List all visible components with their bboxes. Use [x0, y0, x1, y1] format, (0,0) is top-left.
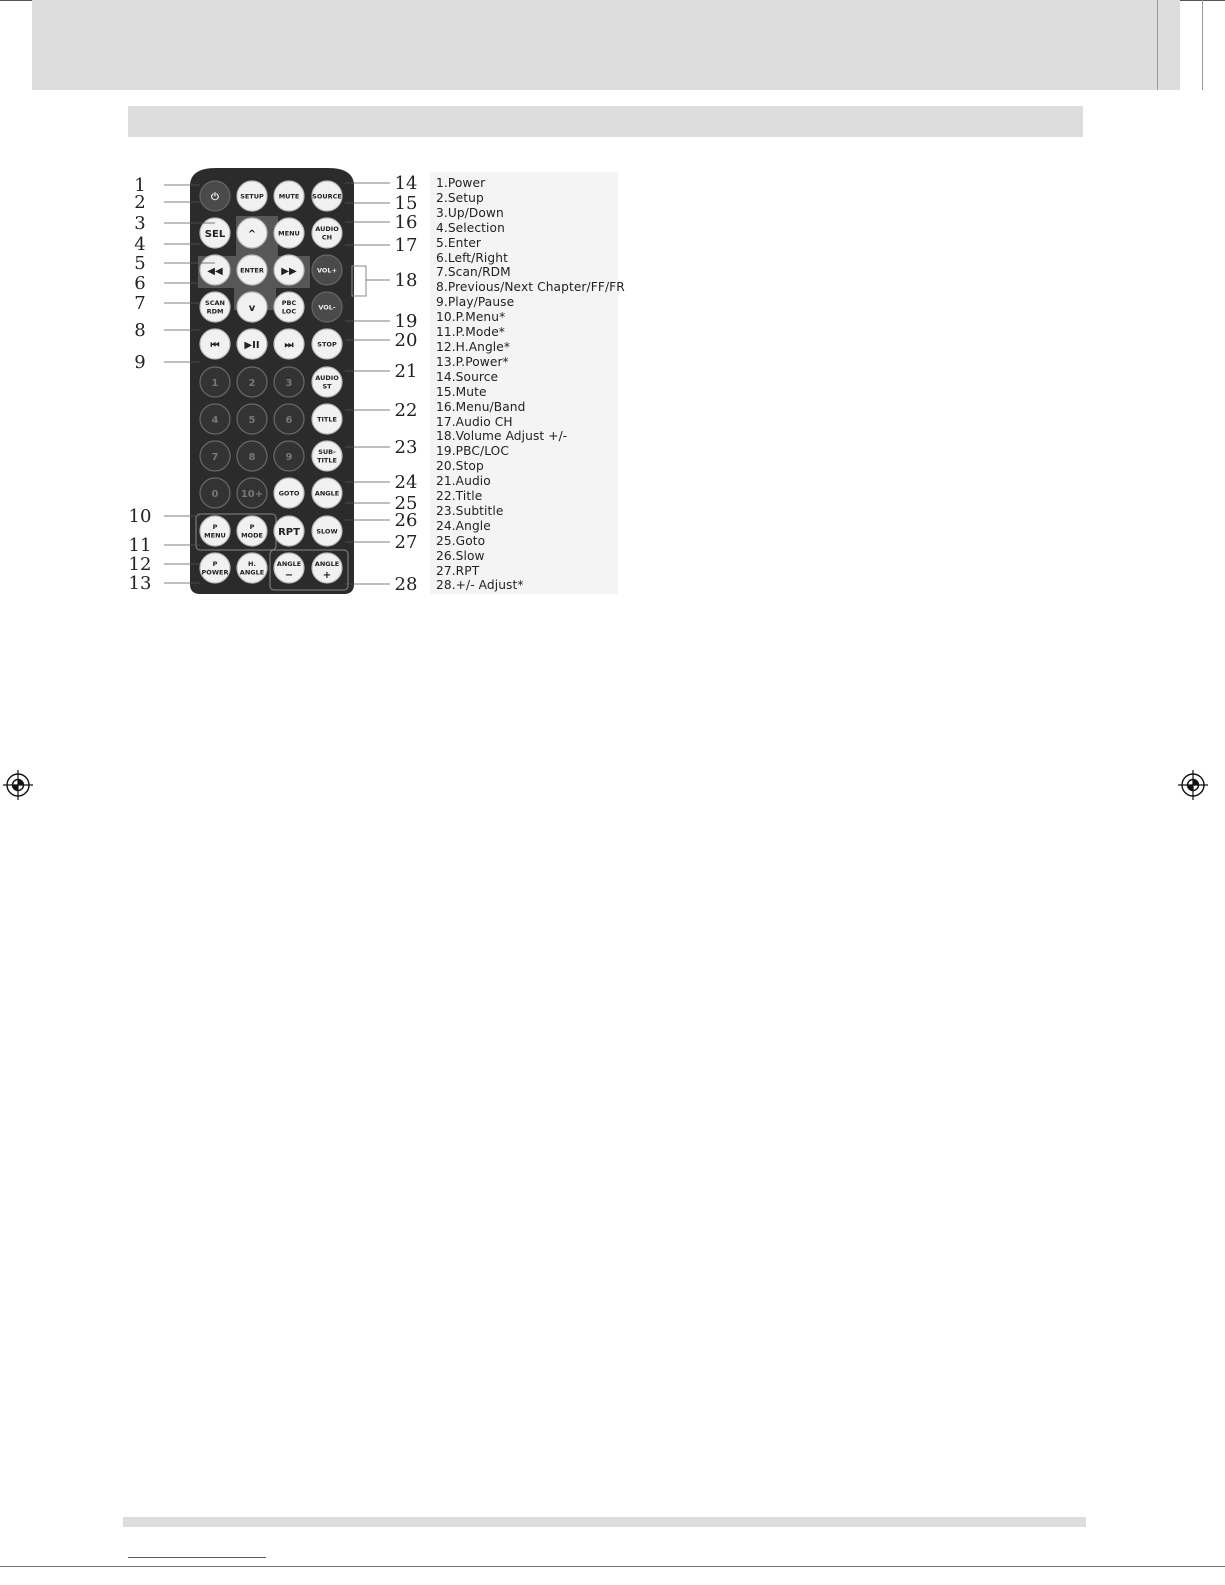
callout-number: 9 [134, 352, 146, 373]
down-label: v [248, 303, 256, 314]
enter-button[interactable] [237, 255, 267, 285]
crosshair-registration-icon [2, 769, 34, 801]
num-3-button[interactable] [274, 367, 304, 397]
callout-number: 5 [134, 253, 146, 274]
legend-item: 23.Subtitle [436, 503, 504, 518]
callout-number: 12 [128, 554, 152, 575]
callout-number: 28 [394, 574, 418, 595]
enter-label: ENTER [240, 266, 264, 275]
p-mode-button[interactable] [237, 516, 267, 546]
next-button[interactable] [274, 329, 304, 359]
callout-number: 13 [128, 573, 152, 594]
legend-item: 28.+/- Adjust* [436, 578, 524, 593]
source-button[interactable] [312, 181, 342, 211]
num-10plus-button[interactable] [237, 478, 267, 508]
vol-minus-button[interactable] [312, 292, 342, 322]
up-label: ^ [247, 229, 257, 240]
callout-number: 2 [134, 192, 146, 213]
callout-number: 18 [394, 270, 418, 291]
num-1-button[interactable] [200, 367, 230, 397]
power-label: ⏻ [211, 192, 219, 203]
play-pause-label: ▶II [244, 340, 260, 351]
callout-number: 26 [394, 510, 418, 531]
pbc-loc-button[interactable] [274, 292, 304, 322]
power-button[interactable] [200, 181, 230, 211]
legend-item: 17.Audio CH [436, 414, 513, 429]
subtitle-label: SUB- [318, 448, 336, 456]
audio-st-sublabel: ST [322, 382, 332, 391]
legend-item: 15.Mute [436, 384, 487, 399]
num-7-label: 7 [211, 452, 219, 463]
p-power-button[interactable] [200, 553, 230, 583]
setup-label: SETUP [240, 192, 264, 201]
num-5-label: 5 [248, 415, 256, 426]
rpt-label: RPT [278, 527, 300, 538]
vol-plus-label: VOL+ [316, 266, 338, 275]
h-angle-label: H. [248, 560, 256, 568]
slow-label: SLOW [316, 527, 338, 536]
left-button[interactable] [200, 255, 230, 285]
mute-button[interactable] [274, 181, 304, 211]
header-tick-mark [1157, 0, 1158, 90]
legend-item: 4.Selection [436, 220, 505, 235]
goto-label: GOTO [278, 489, 300, 498]
prev-label: ⏮ [210, 340, 220, 351]
num-7-button[interactable] [200, 441, 230, 471]
legend-item: 10.P.Menu* [436, 310, 506, 325]
right-label: ▶▶ [281, 266, 297, 277]
num-8-label: 8 [248, 452, 256, 463]
legend-item: 19.PBC/LOC [436, 444, 509, 459]
legend-item: 8.Previous/Next Chapter/FF/FR [436, 280, 625, 295]
callout-number: 7 [134, 293, 146, 314]
legend-item: 1.Power [436, 176, 486, 190]
menu-button[interactable] [274, 218, 304, 248]
footer-link-underline [128, 1557, 266, 1558]
legend-item: 14.Source [436, 369, 499, 384]
num-10plus-label: 10+ [240, 489, 264, 500]
num-2-button[interactable] [237, 367, 267, 397]
legend-item: 11.P.Mode* [436, 325, 506, 340]
num-0-button[interactable] [200, 478, 230, 508]
legend-item: 25.Goto [436, 533, 486, 548]
callout-number: 6 [134, 273, 146, 294]
volume-bracket [352, 266, 366, 296]
right-button[interactable] [274, 255, 304, 285]
legend-item: 21.Audio [436, 474, 491, 489]
p-mode-label: P [249, 523, 255, 531]
num-2-label: 2 [248, 378, 256, 389]
title-label: TITLE [317, 415, 337, 424]
angle-plus-sublabel: + [322, 570, 332, 581]
legend-item: 26.Slow [436, 548, 485, 563]
callout-number: 10 [128, 506, 152, 527]
scan-rdm-button[interactable] [200, 292, 230, 322]
legend-item: 16.Menu/Band [436, 399, 526, 414]
rpt-button[interactable] [274, 516, 304, 546]
stop-label: STOP [317, 340, 337, 349]
title-button[interactable] [312, 404, 342, 434]
num-9-label: 9 [285, 452, 293, 463]
callout-number: 20 [394, 330, 418, 351]
menu-label: MENU [278, 229, 300, 238]
vol-plus-button[interactable] [312, 255, 342, 285]
next-label: ⏭ [284, 340, 294, 351]
callout-number: 14 [394, 173, 418, 194]
legend-item: 3.Up/Down [436, 205, 504, 220]
subtitle-button[interactable] [312, 441, 342, 471]
callout-number: 21 [394, 361, 418, 382]
legend-item: 27.RPT [436, 563, 480, 578]
setup-button[interactable] [237, 181, 267, 211]
remote-control-diagram [120, 160, 430, 600]
angle-button[interactable] [312, 478, 342, 508]
callout-number: 8 [134, 320, 146, 341]
num-0-label: 0 [211, 489, 219, 500]
pbc-loc-label: PBC [281, 299, 297, 307]
goto-button[interactable] [274, 478, 304, 508]
angle-plus-label: ANGLE [314, 560, 340, 568]
audio-ch-button[interactable] [312, 218, 342, 248]
source-label: SOURCE [312, 192, 342, 201]
num-9-button[interactable] [274, 441, 304, 471]
angle-minus-button[interactable] [274, 553, 304, 583]
callout-number: 19 [394, 311, 418, 332]
legend-item: 18.Volume Adjust +/- [436, 429, 568, 444]
num-4-button[interactable] [200, 404, 230, 434]
callout-number: 22 [394, 400, 418, 421]
callout-number: 3 [134, 213, 146, 234]
footer-band [123, 1517, 1086, 1527]
p-mode-sublabel: MODE [241, 531, 263, 540]
header-band [32, 0, 1180, 90]
scan-rdm-sublabel: RDM [206, 307, 224, 316]
legend-item: 6.Left/Right [436, 250, 508, 265]
up-button[interactable] [237, 218, 267, 248]
num-8-button[interactable] [237, 441, 267, 471]
vol-minus-label: VOL- [318, 303, 336, 312]
num-3-label: 3 [285, 378, 293, 389]
p-power-sublabel: POWER [201, 568, 229, 577]
down-button[interactable] [237, 292, 267, 322]
bottom-rule [0, 1566, 1225, 1567]
p-menu-sublabel: MENU [204, 531, 226, 540]
legend-item: 2.Setup [436, 190, 484, 205]
audio-st-button[interactable] [312, 367, 342, 397]
button-legend-list [436, 176, 625, 593]
angle-minus-sublabel: − [284, 570, 294, 581]
slow-button[interactable] [312, 516, 342, 546]
num-6-button[interactable] [274, 404, 304, 434]
left-label: ◀◀ [207, 266, 223, 277]
callout-number: 15 [394, 193, 418, 214]
callout-number: 24 [394, 472, 418, 493]
header-tick-mark-right [1202, 0, 1203, 90]
play-pause-button[interactable] [237, 329, 267, 359]
num-4-label: 4 [211, 415, 219, 426]
h-angle-button[interactable] [237, 553, 267, 583]
subtitle-sublabel: TITLE [317, 456, 337, 465]
p-power-label: P [212, 560, 218, 568]
angle-minus-label: ANGLE [276, 560, 302, 568]
num-6-label: 6 [285, 415, 293, 426]
sel-label: SEL [204, 229, 226, 240]
p-menu-button[interactable] [200, 516, 230, 546]
callout-number: 16 [394, 212, 418, 233]
legend-item: 22.Title [436, 489, 483, 504]
sel-button[interactable] [200, 218, 230, 248]
scan-rdm-label: SCAN [205, 299, 225, 307]
audio-ch-sublabel: CH [321, 233, 333, 242]
callout-number: 17 [394, 235, 418, 256]
angle-label: ANGLE [314, 489, 340, 498]
crosshair-registration-icon [1177, 769, 1209, 801]
stop-button[interactable] [312, 329, 342, 359]
legend-item: 5.Enter [436, 235, 482, 250]
legend-item: 13.P.Power* [436, 354, 509, 369]
num-5-button[interactable] [237, 404, 267, 434]
audio-ch-label: AUDIO [315, 225, 339, 233]
callout-number: 23 [394, 437, 418, 458]
section-band [128, 106, 1083, 137]
mute-label: MUTE [278, 192, 300, 201]
pbc-loc-sublabel: LOC [281, 307, 297, 316]
callout-number: 25 [394, 493, 418, 514]
legend-item: 24.Angle [436, 518, 491, 533]
callout-number: 27 [394, 532, 418, 553]
num-1-label: 1 [211, 378, 219, 389]
audio-st-label: AUDIO [315, 374, 339, 382]
angle-plus-button[interactable] [312, 553, 342, 583]
legend-item: 7.Scan/RDM [436, 265, 511, 280]
legend-item: 12.H.Angle* [436, 339, 511, 354]
h-angle-sublabel: ANGLE [239, 568, 265, 577]
legend-item: 9.Play/Pause [436, 295, 515, 310]
callout-number: 4 [134, 234, 146, 255]
prev-button[interactable] [200, 329, 230, 359]
callout-number: 11 [128, 535, 152, 556]
p-menu-label: P [212, 523, 218, 531]
callout-number: 1 [134, 175, 146, 196]
legend-item: 20.Stop [436, 459, 484, 474]
